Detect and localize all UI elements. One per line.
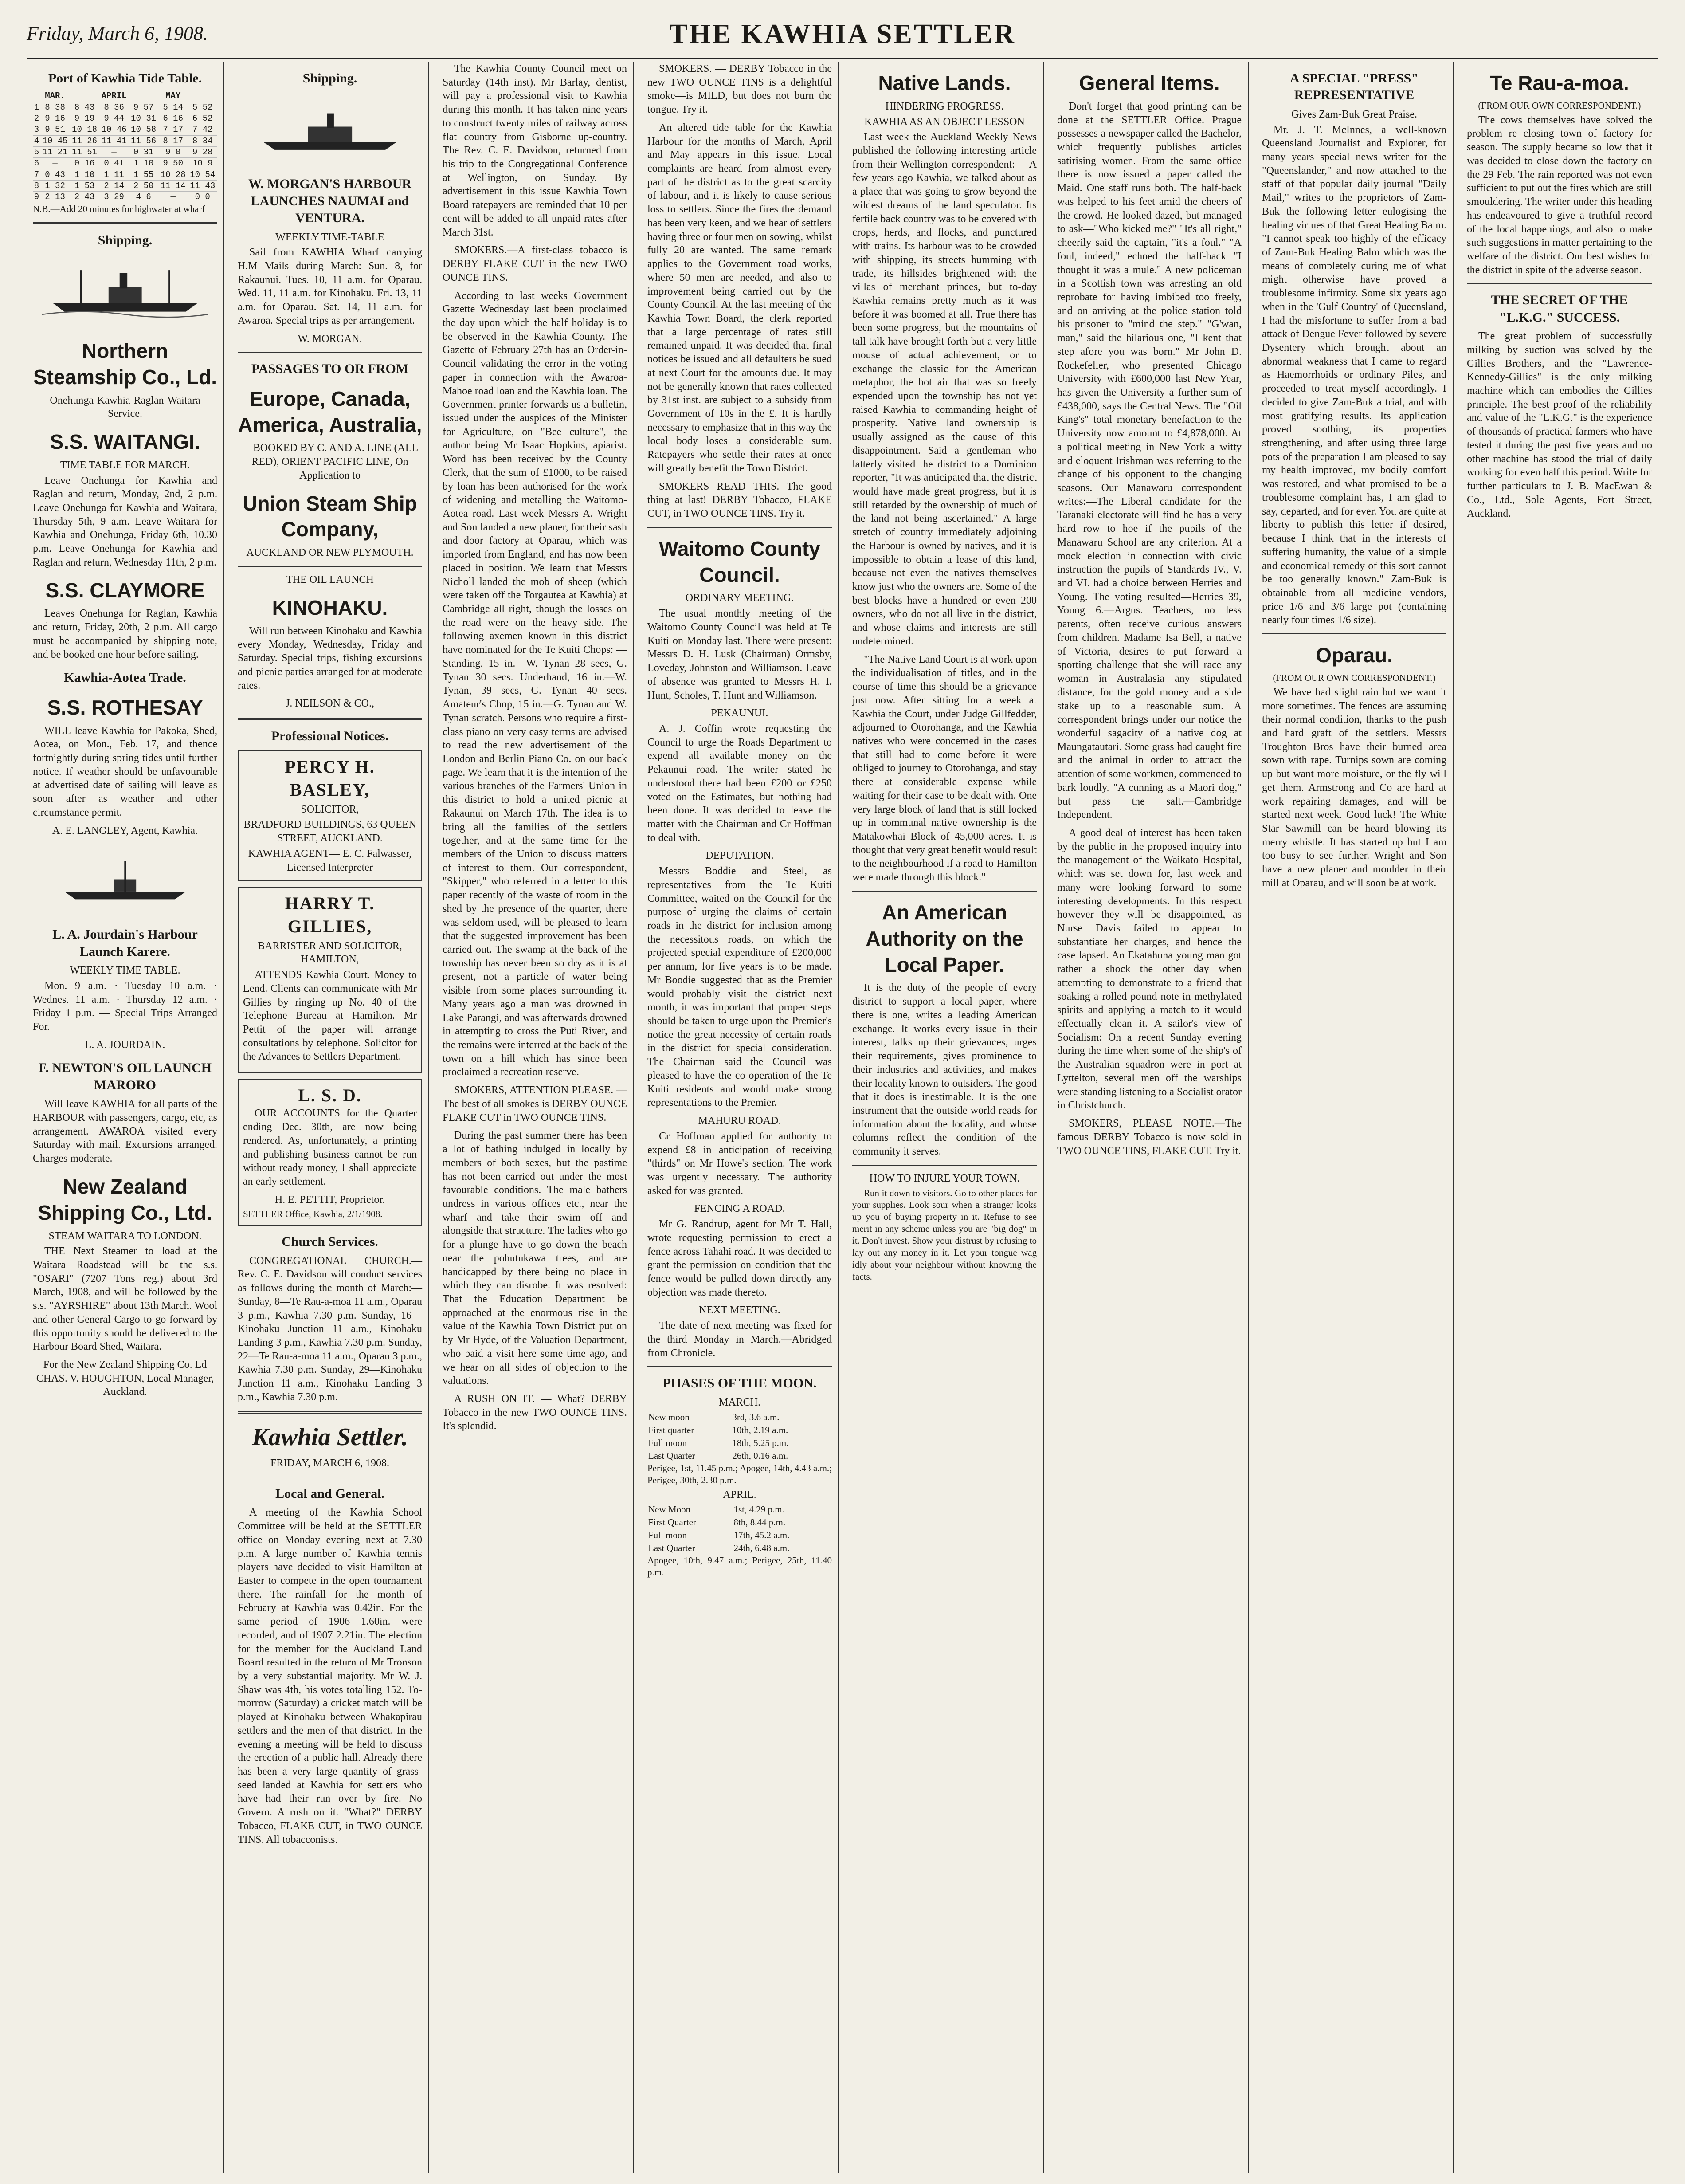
tide-cell: 10 54 bbox=[188, 169, 217, 180]
general-items-title: General Items. bbox=[1079, 71, 1220, 94]
union-subtitle: AUCKLAND OR NEW PLYMOUTH. bbox=[246, 547, 414, 559]
tide-cell: — bbox=[158, 192, 188, 203]
smokers-notice: SMOKERS.—A first-class tobacco is DERBY FLAKE CUT in the new TWO OUNCE TINS. bbox=[443, 244, 627, 283]
morgan-text: Sail from KAWHIA Wharf carrying H.M Mails during March: Sun. 8, for Rakaunui. Tues. 10, 11 a.m. for Oparau. Wed. 11, 11 a.m. for Kinohaku. Fri. 13, 11 a.m. for Oparau. Sat. 14, 11 a.m. for Awaroa. Special trips as per arrangement. bbox=[238, 247, 422, 326]
tide-cell: 8 36 bbox=[99, 102, 129, 113]
lsd-sign: H. E. PETTIT, Proprietor. bbox=[274, 1194, 385, 1206]
general-text-1: Don't forget that good printing can be done at the SETTLER Office. Prague possesses a newspaper called the Bachelor, which frequently publishes articles satirising women. From the same office there is now issued a paper called the Maid. One staff runs both. The half-back was helped to his feet amid the cheers of the crowd. He looked dazed, but managed to ask—"Who kicked me?" "It's all right," cheerily said the captain, "it's a foul." "A foul, indeed," echoed the half-back "I thought it was a mule." A new policeman in a Scottish town was arresting an old reprobate for having imbibed too freely, and on arriving at the police station told his prisoner to "mind the step." "G'wan, man," said the hilarious one, "I kent that step afore you was born." Mr John D. Rockefeller, who presented Chicago University with £600,000 last New Year, has given the University a further sum of £438,000, says the Central News. The "Oil King's" total monetary benefaction to the University now amount to £4,878,000. At a political meeting in New York a witty and eloquent Irishman was referring to the change of his opponent to the changing seasons. Our Manawaru correspondent writes:—The Liberal candidate for the Taranaki electorate will find he has a very hard row to hoe if the pupils of the Manawaru School are any criterion. At a mock election in connection with civic instruction the pupils of Standards IV., V. and VI. had a choice between Herries and Young. The voting resulted—Herries 39, Young 6.—Argus. Teachers, no less parents, often receive curious answers from children. Madame Isa Bell, a native of Victoria, desires to put forward a sporting challenge that she will race any woman in Australasia any stipulated distance, for the gold money and a side stake up to a reasonable sum. A correspondent brings under our notice the wonderful sagacity of a native dog at Maungatautari. Some grass had caught fire and the animal in order to attract the attention of some workmen, commenced to bark loudly. "A cunning as a Maori dog," but pass the salt.—Cambridge Independent. bbox=[1057, 100, 1242, 821]
launch-agent: L. A. JOURDAIN. bbox=[85, 1039, 165, 1051]
rauamoa-text: The cows themselves have solved the problem re closing town of factory for season. The supply became so low that it was decided to close down the factory on the 29 Feb. The rain reported was not even sufficient to put out the fires which are still smouldering. The writer under this heading has endeavoured to give a truthful record of the local happenings, and also to make such suggestions in matter pertaining to the welfare of the district. Our best wishes for the district in spite of the adverse season. bbox=[1467, 114, 1652, 276]
tide-cell: 1 bbox=[33, 102, 40, 113]
tide-cell: 8 bbox=[33, 180, 40, 191]
moon-cell: 10th, 2.19 a.m. bbox=[732, 1425, 788, 1436]
union-company: Union Steam Ship Company, bbox=[243, 491, 417, 541]
tide-header-cell bbox=[33, 90, 40, 102]
oil-launch-title: THE OIL LAUNCH bbox=[286, 574, 374, 586]
column-6 bbox=[1051, 62, 1249, 2173]
local-general-title: Local and General. bbox=[275, 1486, 384, 1501]
smokers-attention: SMOKERS, ATTENTION PLEASE. —The best of all smokes is DERBY OUNCE FLAKE CUT in TWO OUNCE TINS. bbox=[443, 1084, 627, 1123]
tide-title: Port of Kawhia Tide Table. bbox=[48, 71, 202, 86]
tide-cell: 9 0 bbox=[158, 146, 188, 157]
tide-cell: — bbox=[40, 158, 70, 169]
tide-cell: 1 32 bbox=[40, 180, 70, 191]
moon-cell: 18th, 5.25 p.m. bbox=[732, 1438, 789, 1449]
tide-cell: 3 bbox=[33, 124, 40, 135]
oil-launch-agent: J. NEILSON & CO., bbox=[285, 698, 374, 710]
col4-items-1: An altered tide table for the Kawhia Harbour for the months of March, April and May appears in this issue. Local complaints are heard from almost every part of the district as to the great scarcity of labour, and it is likely to cause serious loss to settlers. Since the fires the demand has been very keen, and we hear of settlers having three or four men on sowing, whilst fully 20 are wanted. The same remark applies to the Government road works, where 50 men are needed, and also to improvement being carried out by the County Council. At the last meeting of the Kawhia Town Board, the clerk reported that a large percentage of rates still remained unpaid. It was decided that final notices be issued and all defaulters be sued at next Court for the amounts due. It may not be generally known that rates collected by 31st inst. are subject to a subsidy from Government of 10s in the £. It is hardly necessary to emphasize that in this way the local body loses a considerable sum. Ratepayers who settle their rates at once will greatly benefit the Town District. bbox=[647, 122, 832, 474]
hindering-heading: HINDERING PROGRESS. bbox=[885, 100, 1004, 112]
tide-cell: 1 11 bbox=[99, 169, 129, 180]
tide-cell: 1 53 bbox=[70, 180, 99, 191]
council-text-3: Messrs Boddie and Steel, as representatives from the Te Kuiti Committee, waited on the Council for the purpose of urging the claims of certain roads in the district for inclusion among the necessitous roads, on which the projected special expenditure of £200,000 per annum, for five years is to be made. Mr Boodie suggested that as the Premier would probably visit the district next month, it was important that proper steps should be taken to urge upon the Premier's notice the great necessity of certain roads in the district for special consideration. The Chairman said the Council was pleased to have the co-operation of the Te Kuiti residents and would make strong representations to the Premier. bbox=[647, 865, 832, 1109]
passages-text: BOOKED BY C. AND A. LINE (ALL RED), ORIENT PACIFIC LINE, On Application to bbox=[251, 442, 419, 481]
smokers-please: SMOKERS, PLEASE NOTE.—The famous DERBY Tobacco is now sold in TWO OUNCE TINS, FLAKE CUT. Try it. bbox=[1057, 1118, 1242, 1157]
morgan-title: W. MORGAN'S HARBOUR LAUNCHES NAUMAI and VENTURA. bbox=[248, 177, 412, 226]
oil-launch-name: KINOHAKU. bbox=[272, 596, 388, 619]
tide-cell: 9 19 bbox=[70, 113, 99, 124]
moon-phases-title: PHASES OF THE MOON. bbox=[662, 1376, 817, 1391]
tide-cell: 6 52 bbox=[188, 113, 217, 124]
zambuk-title: A SPECIAL "PRESS" REPRESENTATIVE bbox=[1289, 71, 1419, 103]
moon-row bbox=[647, 1503, 832, 1516]
tide-cell: 8 38 bbox=[40, 102, 70, 113]
lkg-text: The great problem of successfully milking by suction was solved by the Gillies Brothers, and the "Lawrence-Kennedy-Gillies" is the only milking machine which can embodies the Gillies principle. The best proof of the reliability and value of the "L.K.G." is the experience of thousands of practical farmers who have tested it during the past five years and no other machine has stood the trial of daily working for even half this period. Write for further particulars to J. B. MacEwan & Co., Ltd., Sole Agents, Fort Street, Auckland. bbox=[1467, 330, 1652, 519]
tide-cell: 1 10 bbox=[129, 158, 158, 169]
pekaunui-heading: PEKAUNUI. bbox=[711, 707, 768, 719]
nz-text: THE Next Steamer to load at the Waitara Roadstead will be the s.s. "OSARI" (7207 Tons reg.) about 3rd March, 1908, and will be followed by the s.s. "AYRSHIRE" about 13th March. Wool and other General Cargo to go forward by this opportunity should be delivered to the Harbour Board Shed, Waitara. bbox=[33, 1245, 217, 1353]
general-text-2: A good deal of interest has been taken by the public in the proposed inquiry into the management of the Waikato Hospital, which was set down for, last week and many were looking forward to some interesting developments. In this respect however they will be disappointed, as Nurse Davis failed to appear to substantiate her charges, and hence the case lapsed. An Ekatahuna young man got rather a shock the other day when attempting to demonstrate to a friend that soaking a rolled pound note in methylated spirits and applying a match to it would effectually clean it. A sailor's view of Socialism: On a recent Sunday evening during the time when some of the ship's of the Australian squadron were in port at Lyttelton, several men off the warships were standing listening to a Socialist orator in Christchurch. bbox=[1057, 827, 1242, 1112]
tide-cell: — bbox=[99, 146, 129, 157]
basley-ad bbox=[238, 750, 422, 881]
gillies-title: BARRISTER AND SOLICITOR, HAMILTON, bbox=[258, 940, 402, 966]
tide-cell: 8 17 bbox=[158, 135, 188, 146]
columns bbox=[27, 62, 1658, 2173]
tide-cell: 2 bbox=[33, 113, 40, 124]
inner-masthead-date: FRIDAY, MARCH 6, 1908. bbox=[270, 1457, 390, 1469]
tide-cell: 10 28 bbox=[158, 169, 188, 180]
smokers-read: SMOKERS READ THIS. The good thing at last! DERBY Tobacco, FLAKE CUT, in TWO OUNCE TINS. Try it. bbox=[647, 480, 832, 519]
council-text-6: The date of next meeting was fixed for the third Monday in March.—Abridged from Chronicle. bbox=[647, 1320, 832, 1359]
local-general-text: A meeting of the Kawhia School Committee will be held at the SETTLER office on Monday evening next at 7.30 p.m. A large number of Kawhia tennis players have decided to visit Hamilton at Easter to compete in the open tournament there. The rainfall for the month of February at Kawhia was 0.42in. For the same period of 1906 1.60in. were recorded, and of 1907 2.21in. The election for the member for the Auckland Land Board resulted in the return of Mr Tronson by a very substantial majority. Mr W. J. Shaw was 4th, his votes totalling 152. To-morrow (Saturday) a cricket match will be played at Kinohaku between Whakapirau settlers and the men of that district. In the evening a meeting will be held to discuss the erection of a public hall. Already there has been a very large quantity of grass-seed landed at Kawhia for settlers who have had their run over by fire. No Govern. A rush on it. "What?" DERBY Tobacco, FLAKE CUT, in TWO OUNCE TINS. All tobacconists. bbox=[238, 1507, 422, 1846]
tide-cell: 5 52 bbox=[188, 102, 217, 113]
council-text-1: The usual monthly meeting of the Waitomo County Council was held at Te Kuiti on Monday last. There were present: Messrs D. H. Lusk (Chairman) Ormsby, Loveday, Johnston and Williamson. Leave of absence was granted to Messrs H. I. Hunt, Scholes, T. Hunt and Williamson. bbox=[647, 608, 832, 701]
tide-row bbox=[33, 124, 217, 135]
tide-cell: 4 6 bbox=[129, 192, 158, 203]
local-items-2: According to last weeks Government Gazette Wednesday last been proclaimed the day upon which the half holiday is to be observed in the Kawhia County. The Gazette of February 27th has an Order-in-Council validating the error in the voting paper in connection with the Awaroa-Mahoe road loan and the Kawhia loan. The Government printer forwards us a bulletin, issued under the auspices of the Minister for Agriculture, on "Bee culture", the author being Mr Isaac Hopkins, apiarist. Word has been received by the County Clerk, that the sum of £1000, to be raised by loan has been authorised for the work of widening and metalling the Waitomo-Aotea road. Last week Messrs A. Wright and Son landed a new planer, for their sash and door factory at Oparau, which was imported from England, and has now been placed in position. We learn that Messrs Nicholl landed the mob of sheep (which were taken off the Torgautea at Kawhia) at Cambridge all right, though the losses on the road were on the heavy side. The following axemen known in this district have nominated for the Te Kuiti Chops: — Standing, 15 in.—W. Tynan 28 secs, G. Tynan 30 secs. Underhand, 16 in.—W. Tynan, 39 secs, G. Tynan 40 secs. Amateur's Chop, 15 in.—G. Tynan and W. Tynan scratch. Persons who require a first-class piano on very easy terms are advised to read the new advertisement of the London and Berlin Piano Co. on our back page. We learn that it is the intention of the various branches of the Farmers' Union in this district to hold a united picnic at Rakaunui on March 17th. The idea is to bring all the families of the settlers together, and at the same time for the members of the Union to discuss matters of interest to them. Our correspondent, "Skipper," who referred in a letter to this paper recently of the waste of room in the shed by the presence of the quarter, there was seldom used, will be pleased to learn that the suggested improvement has been carried out. The swamp at the back of the township has never been so dry as it is at present, not a particle of water being visible from some places surrounding it. Many years ago a man was drowned in Lake Parangi, and was afterwards drowned in attempting to cross the Puti River, and the remains were interred at the back of the town on a hill which has since been proclaimed a recreation reserve. bbox=[443, 290, 627, 1078]
tide-cell: 2 43 bbox=[70, 192, 99, 203]
moon-row bbox=[647, 1411, 832, 1424]
moon-cell: Full moon bbox=[648, 1438, 687, 1449]
tide-cell: 8 34 bbox=[188, 135, 217, 146]
local-items-3: During the past summer there has been a lot of bathing indulged in locally by members of both sexes, but the pastime has not been carried out under the most favourable conditions. The male bathers undress in various offices etc., near the wharf and take their swim off and alongside that structure. The ladies who go for a plunge have to go down the beach near the pohutukawa trees, and are handicapped by there being no place in which they can disrobe. It was resolved: That the Education Department be approached at the enormous rise in the value of the Kawhia Town District put on by Mr Hyde, of the Valuation Department, who paid a visit here some time ago, and we hear on all sides of objection to the valuations. bbox=[443, 1130, 627, 1387]
moon-cell: 8th, 8.44 p.m. bbox=[733, 1517, 786, 1528]
tide-cell: 10 18 bbox=[70, 124, 99, 135]
object-lesson-heading: KAWHIA AS AN OBJECT LESSON bbox=[864, 116, 1025, 128]
tide-cell: 6 16 bbox=[158, 113, 188, 124]
shipping-title: Shipping. bbox=[98, 233, 153, 248]
tide-cell: 0 43 bbox=[40, 169, 70, 180]
basley-address: BRADFORD BUILDINGS, 63 QUEEN STREET, AUCKLAND. bbox=[243, 819, 416, 845]
lkg-title: THE SECRET OF THE "L.K.G." SUCCESS. bbox=[1491, 293, 1628, 325]
nz-agent: For the New Zealand Shipping Co. Ld CHAS. V. HOUGHTON, Local Manager, Auckland. bbox=[36, 1359, 214, 1398]
column-3 bbox=[436, 62, 634, 2173]
tide-header-cell: APRIL bbox=[99, 90, 129, 102]
tide-cell: 0 16 bbox=[70, 158, 99, 169]
tide-header-cell: MAY bbox=[158, 90, 188, 102]
moon-cell: New moon bbox=[648, 1412, 690, 1423]
moon-row bbox=[647, 1529, 832, 1542]
tide-row bbox=[33, 158, 217, 169]
tide-header-cell bbox=[188, 90, 217, 102]
oil-launch-text: Will run between Kinohaku and Kawhia every Monday, Wednesday, Friday and Saturday. Special trips, fishing excursions and picnic parties arranged for at moderate rates. bbox=[238, 625, 422, 691]
tide-cell: 0 0 bbox=[188, 192, 217, 203]
waitangi-text: Leave Onehunga for Kawhia and Raglan and return, Monday, 2nd, 2 p.m. Leave Onehunga for Kawhia and Waitara, Thursday 5th, 9 a.m. Leave Waitara for Kawhia and Onehunga, Friday 6th, 10.30 p.m. Leave Onehunga for Kawhia and Raglan and return, Wednesday 11th, 2 p.m. bbox=[33, 475, 217, 568]
basley-title: SOLICITOR, bbox=[301, 803, 359, 815]
ordinary-meeting: ORDINARY MEETING. bbox=[685, 592, 794, 604]
tide-cell: 2 13 bbox=[40, 192, 70, 203]
tide-cell: 5 bbox=[33, 146, 40, 157]
council-text-2: A. J. Coffin wrote requesting the Council to urge the Roads Department to expend all available money on the Pekaunui road. The writer stated he understood there had been £200 or £250 voted on the Estimates, but nothing had been done. It was decided to leave the matter with the Chairman and Cr Hoffman to deal with. bbox=[647, 723, 832, 844]
tide-row bbox=[33, 146, 217, 157]
ship-rothesay: S.S. ROTHESAY bbox=[47, 695, 203, 719]
moon-row bbox=[647, 1542, 832, 1555]
lsd-office: SETTLER Office, Kawhia, 2/1/1908. bbox=[243, 1209, 383, 1220]
deputation-heading: DEPUTATION. bbox=[705, 850, 774, 862]
church-title: Church Services. bbox=[282, 1234, 378, 1249]
april-apogee: Apogee, 10th, 9.47 a.m.; Perigee, 25th, 11.40 p.m. bbox=[647, 1555, 832, 1578]
tide-cell: 3 29 bbox=[99, 192, 129, 203]
council-text-4: Cr Hoffman applied for authority to expend £8 in anticipation of receiving "thirds" on Mr Howe's section. The work was urgently necessary. The authority asked for was granted. bbox=[647, 1130, 832, 1197]
nz-subtitle: STEAM WAITARA TO LONDON. bbox=[48, 1230, 202, 1242]
moon-cell: Last Quarter bbox=[648, 1542, 695, 1553]
zambuk-text: Mr. J. T. McInnes, a well-known Queensland Journalist and Explorer, for many years special news writer for the "Queenslander," and now attached to the staff of that popular daily journal "Daily Mail," writes to the proprietors of Zam-Buk the following letter eulogising the healing virtues of that Great Healing Balm. "I cannot speak too highly of the efficacy of Zam-Buk Healing Balm which was the means of completely curing me of what might otherwise have proved a troublesome infirmity. Some six years ago when in the 'Gulf Country' of Queensland, I had the misfortune to suffer from a bad attack of Dengue Fever followed by severe Dysentery which brought about an abnormal weakness that I came to regard as Haemorrhoids or ordinary Piles, and proceeded to treat myself accordingly. I decided to give Zam-Buk a trial, and with most gratifying results. Its application proved soothing, its properties strengthening, and after using three large pots of the preparation I am pleased to say my health improved, my bodily comfort was restored, and what promised to be a troublesome complaint has, I am glad to say, departed, and for ever. You are quite at liberty to publish this letter if desired, because I think that in the interests of suffering humanity, the value of a simple and economical remedy of this sort cannot be too generally known." Zam-Buk is obtainable from all medicine vendors, price 1/6 and 3/6 large pot (containing nearly four times 1/6 size). bbox=[1262, 124, 1446, 626]
tide-cell: 10 45 bbox=[40, 135, 70, 146]
moon-cell: Last Quarter bbox=[648, 1450, 695, 1461]
launch-title: L. A. Jourdain's Harbour Launch Karere. bbox=[52, 927, 198, 959]
moon-row bbox=[647, 1424, 832, 1437]
inner-masthead: Kawhia Settler. bbox=[252, 1423, 408, 1451]
tide-cell: 2 50 bbox=[129, 180, 158, 191]
issue-date: Friday, March 6, 1908. bbox=[27, 23, 208, 44]
tide-cell: 0 31 bbox=[129, 146, 158, 157]
tide-cell: 11 41 bbox=[99, 135, 129, 146]
morgan-subtitle: WEEKLY TIME-TABLE bbox=[275, 231, 384, 243]
tide-cell: 9 16 bbox=[40, 113, 70, 124]
shipping-title-2: Shipping. bbox=[302, 71, 357, 86]
zambuk-subtitle: Gives Zam-Buk Great Praise. bbox=[1291, 108, 1417, 120]
tide-cell: 2 14 bbox=[99, 180, 129, 191]
tide-cell: 9 28 bbox=[188, 146, 217, 157]
native-text-1: Last week the Auckland Weekly News published the following interesting article from their Wellington correspondent:— A few years ago Kawhia, we talked about as a place that was going to grow beyond the wildest dreams of the land speculator. Its fertile back country was to be covered with crops, herds, and flocks, and punctured with trains. Its harbour was to be crowded with shipping, its streets humming with trade, its hillsides brightened with the villas of merchant princes, but to-day Kawhia remains pretty much as it was before it was boomed at all. True there has been some progress, but the mountains of tall talk have brought forth but a very little mouse of actual achievement, or to exchange the classic for the American metaphor, the hot air that was so freely expended upon the township has not yet raised Kawhia to commanding height of prosperity. Native land ownership is usually assigned as the cause of this disappointment. Said a gentleman who latterly visited the district to a Dominion reporter, "It was anticipated that the district would have made great progress, but it is still retarded by the ownership of much of the land not being ascertained." A large stretch of country immediately adjoining the Harbour is owned by natives, and it is impossible to obtain a lease of this land, because not even the natives themselves know just who the owners are. Some of the best blocks have a hundred or even 200 owners, who do not all live in the district, and whose claims and interests are still undetermined. bbox=[852, 131, 1037, 647]
tide-header-cell bbox=[70, 90, 99, 102]
council-title: Waitomo County Council. bbox=[659, 537, 820, 586]
rothesay-text: WILL leave Kawhia for Pakoka, Shed, Aotea, on Mon., Feb. 17, and thence fortnightly during spring tides until further notice. If weather should be unfavourable at advertised date of sailing will leave as soon after as weather and other circumstance permit. bbox=[33, 725, 217, 818]
tide-cell: 6 bbox=[33, 158, 40, 169]
claymore-text: Leaves Onehunga for Raglan, Kawhia and return, Friday, 20th, 2 p.m. All cargo must be accompanied by shipping note, and be booked one hour before sailing. bbox=[33, 608, 217, 660]
tide-cell: 5 14 bbox=[158, 102, 188, 113]
local-items-1: The Kawhia County Council meet on Saturday (14th inst). Mr Barlay, dentist, will pay a professional visit to Kawhia during this month. It has taken nine years to construct twenty miles of railway across flat country from Gisborne up-country. The Rev. C. E. Davidson, returned from his trip to the Congregational Conference at Wellington, on Sunday. By advertisement in this issue Kawhia Town Board ratepayers are reminded that 10 per cent will be added to all unpaid rates after March 31st. bbox=[443, 63, 627, 238]
moon-cell: New Moon bbox=[648, 1504, 691, 1515]
native-text-2: "The Native Land Court is at work upon the individualisation of titles, and in the course of time this should be a grievance just now. After sitting for a week at Kawhia the Court, under Judge Gillfedder, adjourned to Otorohanga, and the Kawhia natives who were concerned in the cases that still had to come before it were obliged to journey to Otorohanga, and stay there at considerable expense while waiting for their case to be dealt with. One very large block of land that is still locked up in communal native ownership is the Matakowhai Block of 45,000 acres. It is thought that very great benefit would result to the neighbourhood if a road to Hamilton were made through this block." bbox=[852, 653, 1037, 884]
newton-title: F. NEWTON'S OIL LAUNCH MARORO bbox=[38, 1061, 212, 1092]
newton-text: Will leave KAWHIA for all parts of the HARBOUR with passengers, cargo, etc, as arrangement. AWAROA visited every Saturday with mail. Excursions arranged. Charges moderate. bbox=[33, 1098, 217, 1165]
accounts-ad bbox=[238, 1079, 422, 1226]
tide-note: N.B.—Add 20 minutes for highwater at wharf bbox=[33, 203, 205, 214]
tide-row bbox=[33, 169, 217, 180]
smokers-derby: SMOKERS. — DERBY Tobacco in the new TWO OUNCE TINS is a delightful smoke—is MILD, but does not burn the tongue. Try it. bbox=[647, 63, 832, 116]
timetable-subtitle: TIME TABLE FOR MARCH. bbox=[60, 459, 190, 471]
gillies-name: HARRY T. GILLIES, bbox=[285, 893, 375, 936]
church-text: CONGREGATIONAL CHURCH.—Rev. C. E. Davidson will conduct services as follows during the month of March:— Sunday, 8—Te Rau-a-moa 11 a.m., Oparau 3 p.m., Kawhia 7.30 p.m. Sunday, 16—Kinohaku Junction 11 a.m., Kinohaku Landing 3 p.m., Kawhia 7.30 p.m. Sunday, 22—Te Rau-a-moa 11 a.m., Oparau 3 p.m., Kawhia 7.30 p.m. Sunday, 29—Kinohaku Junction 11 a.m., Kinohaku Landing 3 p.m., Kawhia 7.30 p.m. bbox=[238, 1255, 422, 1403]
injure-town-text: Run it down to visitors. Go to other places for your supplies. Look sour when a stranger looks up you of buying property in it. Refuse to see merit in any scheme unless you are "big dog" in it. Don't invest. Show your distrust by refusing to lay out any money in it. Let your tongue wag idly about your neighbour without knowing the facts. bbox=[852, 1187, 1037, 1282]
native-lands-title: Native Lands. bbox=[878, 71, 1011, 94]
tide-cell: 7 17 bbox=[158, 124, 188, 135]
march-heading: MARCH. bbox=[718, 1396, 761, 1408]
tide-cell: 11 26 bbox=[70, 135, 99, 146]
tide-header-cell: MAR. bbox=[40, 90, 70, 102]
tide-row bbox=[33, 192, 217, 203]
lsd-title: L. S. D. bbox=[298, 1085, 362, 1106]
tide-cell: 4 bbox=[33, 135, 40, 146]
tide-cell: 11 43 bbox=[188, 180, 217, 191]
oparau-from: (FROM OUR OWN CORRESPONDENT.) bbox=[1273, 672, 1436, 683]
march-moon-table bbox=[647, 1411, 832, 1462]
next-meeting-heading: NEXT MEETING. bbox=[699, 1304, 780, 1316]
tide-cell: 9 50 bbox=[158, 158, 188, 169]
moon-cell: 26th, 0.16 a.m. bbox=[732, 1450, 788, 1461]
route: Onehunga-Kawhia-Raglan-Waitara Service. bbox=[50, 394, 200, 420]
ship-claymore: S.S. CLAYMORE bbox=[45, 578, 205, 602]
tide-cell: 11 56 bbox=[129, 135, 158, 146]
column-1 bbox=[27, 62, 224, 2173]
rush-notice: A RUSH ON IT. — What? DERBY Tobacco in the new TWO OUNCE TINS. It's splendid. bbox=[443, 1393, 627, 1432]
tide-cell: 11 51 bbox=[70, 146, 99, 157]
company-name: Northern Steamship Co., Ld. bbox=[33, 339, 217, 389]
column-7 bbox=[1256, 62, 1454, 2173]
tide-row bbox=[33, 180, 217, 191]
oparau-text: We have had slight rain but we want it more sometimes. The fences are assuming their normal condition, thanks to the push and hard graft of the settlers. Messrs Troughton Bros have their burned area sown with rape. Turnips sown are coming up but want more moisture, or the fly will get them. Armstrong and Co are hard at work repairing damages, and will be started next week. Good luck! The White Star Sawmill can be heard blowing its merry whistle. It has started up but I am too busy to see further. Wright and Son have a new planer and moulder in their mill at Oparau, and will soon be at work. bbox=[1262, 686, 1446, 889]
tide-cell: 9 57 bbox=[129, 102, 158, 113]
tide-cell: 0 41 bbox=[99, 158, 129, 169]
moon-cell: 1st, 4.29 p.m. bbox=[733, 1504, 784, 1515]
moon-cell: 3rd, 3.6 a.m. bbox=[732, 1412, 780, 1423]
harbour-launch-illustration bbox=[247, 92, 413, 168]
moon-cell: First Quarter bbox=[648, 1517, 696, 1528]
page-header bbox=[27, 9, 1658, 59]
rothesay-agent: A. E. LANGLEY, Agent, Kawhia. bbox=[52, 825, 198, 837]
moon-cell: 17th, 45.2 a.m. bbox=[733, 1530, 790, 1541]
launch-illustration bbox=[42, 843, 208, 918]
tide-cell: 1 10 bbox=[70, 169, 99, 180]
launch-subtitle: WEEKLY TIME TABLE. bbox=[70, 965, 180, 977]
tide-row bbox=[33, 102, 217, 113]
oparau-title: Oparau. bbox=[1316, 644, 1393, 667]
american-text: It is the duty of the people of every district to support a local paper, where there is one, writes a leading American exchange. It works every issue in their interest, talks up their grievances, urges their requirements, gives prominence to their industries and activities, and makes their locality known to outsiders. The good that it does is inestimable. It is the one instrument that the outside world reads for information about the locality, and whose columns reflect the condition of the community it serves. bbox=[852, 982, 1037, 1158]
ship-waitangi: S.S. WAITANGI. bbox=[50, 430, 200, 453]
moon-row bbox=[647, 1449, 832, 1462]
kawhia-agent: KAWHIA AGENT— E. C. Falwasser, Licensed Interpreter bbox=[248, 848, 412, 873]
column-2 bbox=[231, 62, 429, 2173]
mahuru-heading: MAHURU ROAD. bbox=[698, 1115, 781, 1127]
fencing-heading: FENCING A ROAD. bbox=[694, 1203, 785, 1215]
lsd-text: OUR ACCOUNTS for the Quarter ending Dec. 30th, are now being rendered. As, unfortunately, a printing and publishing business cannot be run without ready money, I shall appreciate an early settlement. bbox=[243, 1108, 417, 1187]
column-5 bbox=[846, 62, 1044, 2173]
passages-title: PASSAGES TO OR FROM bbox=[251, 361, 409, 377]
tide-cell: 7 bbox=[33, 169, 40, 180]
march-perigee: Perigee, 1st, 11.45 p.m.; Apogee, 14th, 4.43 a.m.; Perigee, 30th, 2.30 p.m. bbox=[647, 1462, 832, 1485]
tide-cell: 10 46 bbox=[99, 124, 129, 135]
rauamoa-title: Te Rau-a-moa. bbox=[1490, 71, 1629, 94]
april-moon-table bbox=[647, 1503, 832, 1555]
april-heading: APRIL. bbox=[723, 1489, 756, 1501]
tide-row bbox=[33, 113, 217, 124]
professional-title: Professional Notices. bbox=[271, 728, 389, 743]
tide-cell: 11 14 bbox=[158, 180, 188, 191]
tide-cell: 7 42 bbox=[188, 124, 217, 135]
tide-cell: 10 31 bbox=[129, 113, 158, 124]
american-title: An American Authority on the Local Paper. bbox=[866, 900, 1023, 976]
moon-cell: Full moon bbox=[648, 1530, 687, 1541]
basley-name: PERCY H. BASLEY, bbox=[285, 757, 375, 800]
passages-destinations: Europe, Canada, America, Australia, bbox=[238, 387, 422, 436]
injure-town-heading: HOW TO INJURE YOUR TOWN. bbox=[869, 1172, 1020, 1184]
moon-row bbox=[647, 1516, 832, 1529]
council-text-5: Mr G. Randrup, agent for Mr T. Hall, wrote requesting permission to erect a fence across Tahahi road. It was decided to grant the permission on condition that the fence would be pulled down directly any objection was made thereto. bbox=[647, 1218, 832, 1298]
tide-cell: 9 51 bbox=[40, 124, 70, 135]
tide-table bbox=[33, 90, 217, 203]
tide-cell: 1 55 bbox=[129, 169, 158, 180]
column-8 bbox=[1461, 62, 1658, 2173]
moon-cell: First quarter bbox=[648, 1425, 694, 1436]
gillies-ad bbox=[238, 887, 422, 1073]
tide-cell: 10 9 bbox=[188, 158, 217, 169]
launch-text: Mon. 9 a.m. · Tuesday 10 a.m. · Wednes. 11 a.m. · Thursday 12 a.m. · Friday 1 p.m. — Special Trips Arranged For. bbox=[33, 980, 217, 1033]
moon-row bbox=[647, 1437, 832, 1449]
tide-header-cell bbox=[129, 90, 158, 102]
tide-cell: 9 bbox=[33, 192, 40, 203]
moon-cell: 24th, 6.48 a.m. bbox=[733, 1542, 790, 1553]
gillies-text: ATTENDS Kawhia Court. Money to Lend. Clients can communicate with Mr Gillies by ringing up No. 40 of the Telephone Bureau at Hamilton. Mr Pettit of the paper will arrange consultations by telephone. Solicitor for the Advances to Settlers Department. bbox=[243, 969, 417, 1063]
masthead: THE KAWHIA SETTLER bbox=[669, 19, 1016, 49]
tide-cell: 11 21 bbox=[40, 146, 70, 157]
tide-cell: 9 44 bbox=[99, 113, 129, 124]
trade-title: Kawhia-Aotea Trade. bbox=[64, 670, 186, 685]
tide-cell: 10 58 bbox=[129, 124, 158, 135]
tide-row bbox=[33, 135, 217, 146]
tide-cell: 8 43 bbox=[70, 102, 99, 113]
nz-shipping-title: New Zealand Shipping Co., Ltd. bbox=[38, 1174, 212, 1224]
steamship-illustration bbox=[42, 255, 208, 330]
rauamoa-from: (FROM OUR OWN CORRESPONDENT.) bbox=[1478, 100, 1641, 111]
morgan-agent: W. MORGAN. bbox=[298, 333, 362, 345]
column-4 bbox=[641, 62, 839, 2173]
